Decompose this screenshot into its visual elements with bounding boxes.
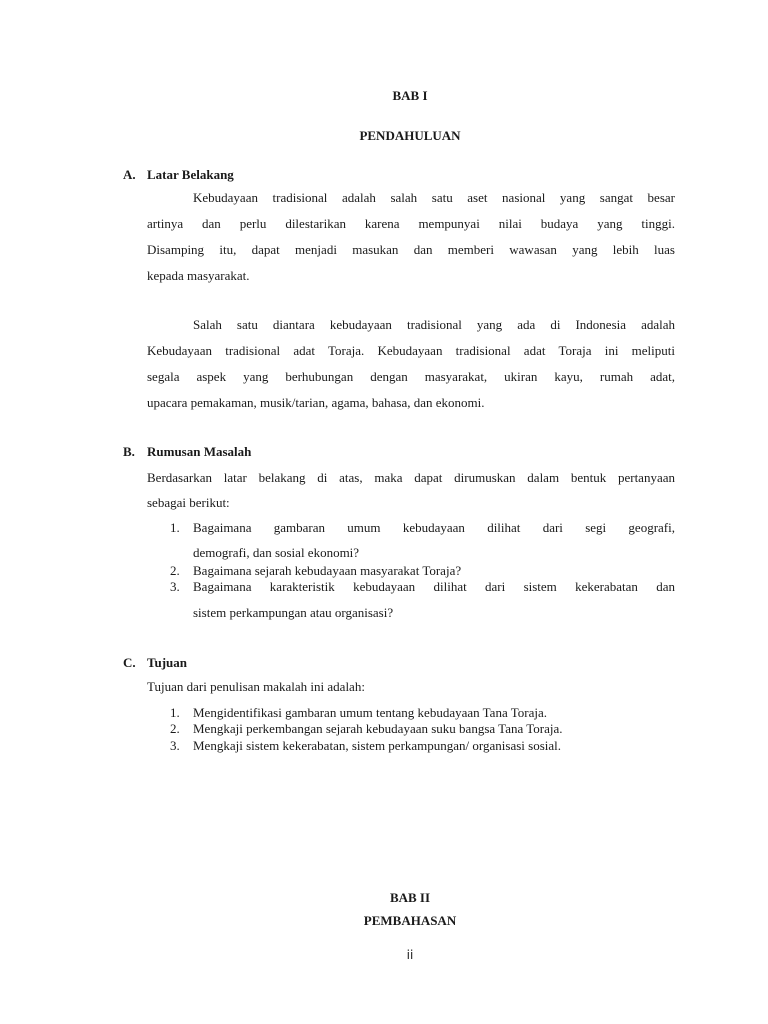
section-b-intro-line: sebagai berikut:	[147, 495, 230, 510]
list-item-number: 2.	[170, 563, 180, 578]
list-item: sistem perkampungan atau organisasi?	[193, 605, 394, 620]
chapter-title: PEMBAHASAN	[363, 913, 457, 928]
list-item-number: 3.	[170, 738, 180, 753]
chapter-heading: BAB II	[389, 890, 431, 905]
para2-line: segala aspek yang berhubungan dengan masyarakat, ukiran kayu, rumah adat,	[147, 369, 675, 384]
list-item: Bagaimana sejarah kebudayaan masyarakat Toraja?	[193, 563, 462, 578]
list-item-number: 1.	[170, 520, 180, 535]
list-item: Mengidentifikasi gambaran umum tentang kebudayaan Tana Toraja.	[193, 705, 548, 720]
list-item: Mengkaji sistem kekerabatan, sistem perkampungan/ organisasi sosial.	[193, 738, 562, 753]
section-c-intro: Tujuan dari penulisan makalah ini adalah:	[147, 679, 365, 694]
page-number: ii	[406, 948, 414, 962]
chapter-heading: BAB I	[392, 88, 428, 103]
section-c-letter: C.	[123, 655, 136, 670]
para1-line: Disamping itu, dapat menjadi masukan dan memberi wawasan yang lebih luas	[147, 242, 675, 257]
para1-line: artinya dan perlu dilestarikan karena mempunyai nilai budaya yang tinggi.	[147, 216, 675, 231]
list-item-number: 2.	[170, 721, 180, 736]
para2-line: Kebudayaan tradisional adat Toraja. Kebudayaan tradisional adat Toraja ini meliputi	[147, 343, 675, 358]
para1-line: kepada masyarakat.	[147, 268, 250, 283]
section-c-title: Tujuan	[147, 655, 187, 670]
section-a-letter: A.	[123, 167, 136, 182]
para2-line: Salah satu diantara kebudayaan tradisional yang ada di Indonesia adalah	[193, 317, 675, 332]
list-item: Bagaimana karakteristik kebudayaan dilihat dari sistem kekerabatan dan	[193, 579, 675, 594]
para2-line: upacara pemakaman, musik/tarian, agama, bahasa, dan ekonomi.	[147, 395, 485, 410]
list-item: Mengkaji perkembangan sejarah kebudayaan suku bangsa Tana Toraja.	[193, 721, 563, 736]
list-item: Bagaimana gambaran umum kebudayaan dilihat dari segi geografi,	[193, 520, 675, 535]
chapter-title: PENDAHULUAN	[359, 128, 461, 143]
list-item-number: 3.	[170, 579, 180, 594]
para1-line: Kebudayaan tradisional adalah salah satu aset nasional yang sangat besar	[193, 190, 675, 205]
section-b-intro-line: Berdasarkan latar belakang di atas, maka dapat dirumuskan dalam bentuk pertanyaan	[147, 470, 675, 485]
section-a-title: Latar Belakang	[147, 167, 234, 182]
list-item: demografi, dan sosial ekonomi?	[193, 545, 360, 560]
section-b-title: Rumusan Masalah	[147, 444, 252, 459]
list-item-number: 1.	[170, 705, 180, 720]
section-b-letter: B.	[123, 444, 135, 459]
